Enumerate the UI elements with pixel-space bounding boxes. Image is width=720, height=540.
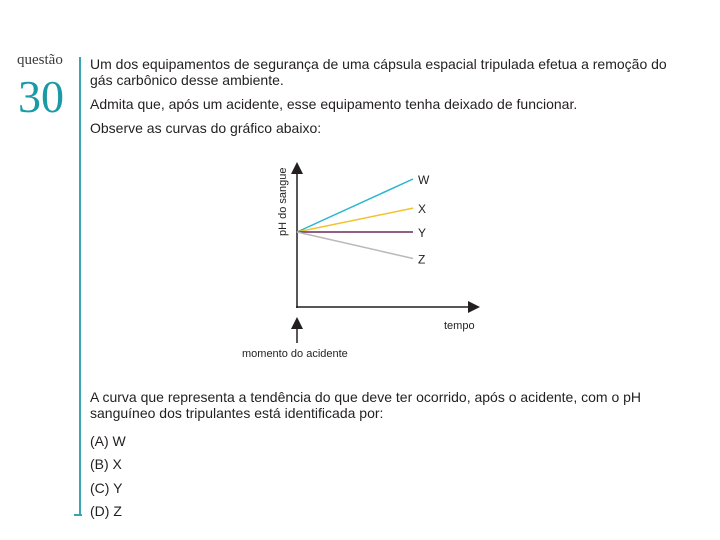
curve-label-x: X [418,202,427,217]
curve-label-y: Y [418,226,427,240]
prompt-text-1: A curva que representa a tendência do que deve ter ocorrido, após o acidente, com o pH [90,389,642,405]
question-number: 30 [18,71,64,122]
curve-label-w: W [418,173,430,187]
accident-label: momento do acidente [242,348,348,360]
curve-w [297,179,413,232]
question-label: questão [17,52,63,68]
question-text-1: Um dos equipamentos de segurança de uma cápsula espacial tripulada efetua a remoção do [90,56,667,72]
curve-label-z: Z [418,252,426,267]
curve-z [297,232,413,259]
question-text-2: gás carbônico desse ambiente. [90,72,284,88]
question-text-3: Admita que, após um acidente, esse equipamento tenha deixado de funcionar. [90,96,578,112]
option-b[interactable]: (B) X [90,456,122,472]
question-text-4: Observe as curvas do gráfico abaixo: [90,120,322,136]
option-a[interactable]: (A) W [90,433,126,449]
option-c[interactable]: (C) Y [90,480,123,496]
option-d[interactable]: (D) Z [90,503,122,519]
prompt-text-2: sanguíneo dos tripulantes está identificada por: [90,405,384,421]
x-axis-label: tempo [444,320,475,332]
curve-x [297,208,413,232]
y-axis-label: pH do sangue [277,167,289,236]
